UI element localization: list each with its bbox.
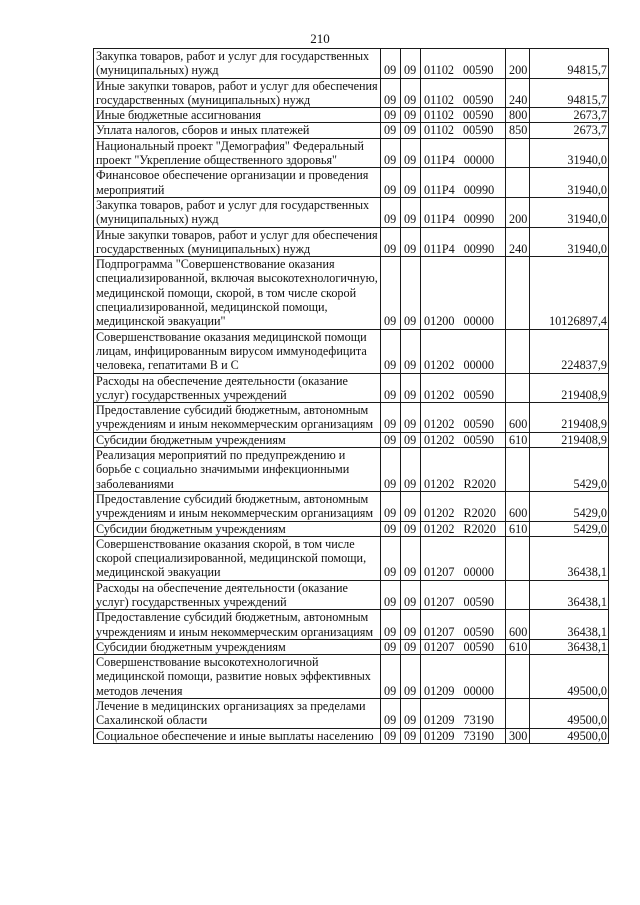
section-code-cell: 09 <box>381 610 401 640</box>
expense-type-cell <box>506 168 530 198</box>
target-article-direction: 00590 <box>463 123 494 138</box>
expense-name-cell: Иные бюджетные ассигнования <box>94 108 381 123</box>
amount-cell: 31940,0 <box>530 138 609 168</box>
expense-name-cell: Иные закупки товаров, работ и услуг для обеспечения государственных (муниципальных) нужд <box>94 227 381 257</box>
target-article-program: 01202 <box>424 358 455 373</box>
section-code-cell: 09 <box>381 536 401 580</box>
subsection-code-cell: 09 <box>401 108 421 123</box>
target-article-direction: 73190 <box>463 713 494 728</box>
target-article-direction: 00000 <box>463 314 494 329</box>
target-article-cell <box>421 227 506 257</box>
subsection-code-cell: 09 <box>401 639 421 654</box>
amount-cell: 219408,9 <box>530 403 609 433</box>
subsection-code-cell: 09 <box>401 432 421 447</box>
target-article-direction: 00000 <box>463 683 494 698</box>
target-article-direction: R2020 <box>463 506 496 521</box>
target-article-program: 01202 <box>424 476 455 491</box>
expense-type-cell: 600 <box>506 610 530 640</box>
table-row <box>94 123 609 138</box>
expense-type-cell: 610 <box>506 432 530 447</box>
subsection-code-cell: 09 <box>401 699 421 729</box>
target-article-cell <box>421 197 506 227</box>
target-article-cell <box>421 123 506 138</box>
amount-cell: 5429,0 <box>530 521 609 536</box>
target-article-direction: 00590 <box>463 63 494 78</box>
table-row <box>94 168 609 198</box>
subsection-code-cell: 09 <box>401 138 421 168</box>
table-row <box>94 655 609 699</box>
target-article-direction: R2020 <box>463 476 496 491</box>
target-article-cell <box>421 432 506 447</box>
section-code-cell: 09 <box>381 257 401 329</box>
table-row <box>94 448 609 492</box>
target-article-program: 01209 <box>424 728 455 743</box>
expense-name-cell: Расходы на обеспечение деятельности (оказание услуг) государственных учреждений <box>94 373 381 403</box>
target-article-program: 01207 <box>424 594 455 609</box>
section-code-cell: 09 <box>381 373 401 403</box>
subsection-code-cell: 09 <box>401 329 421 373</box>
expense-name-cell: Субсидии бюджетным учреждениям <box>94 432 381 447</box>
subsection-code-cell: 09 <box>401 521 421 536</box>
target-article-program: 01102 <box>424 123 455 138</box>
target-article-direction: 00590 <box>463 432 494 447</box>
subsection-code-cell: 09 <box>401 373 421 403</box>
target-article-program: 01202 <box>424 521 455 536</box>
target-article-program: 01207 <box>424 639 455 654</box>
amount-cell: 49500,0 <box>530 699 609 729</box>
table-row <box>94 432 609 447</box>
target-article-program: 011P4 <box>424 153 455 168</box>
subsection-code-cell: 09 <box>401 227 421 257</box>
expense-type-cell <box>506 655 530 699</box>
target-article-cell <box>421 639 506 654</box>
expense-name-cell: Закупка товаров, работ и услуг для государственных (муниципальных) нужд <box>94 49 381 79</box>
amount-cell: 219408,9 <box>530 373 609 403</box>
subsection-code-cell: 09 <box>401 536 421 580</box>
amount-cell: 36438,1 <box>530 610 609 640</box>
expense-type-cell <box>506 138 530 168</box>
target-article-program: 01207 <box>424 624 455 639</box>
subsection-code-cell: 09 <box>401 580 421 610</box>
expense-name-cell: Предоставление субсидий бюджетным, автономным учреждениям и иным некоммерческим организациям <box>94 610 381 640</box>
target-article-direction: 00990 <box>463 241 495 256</box>
expense-name-cell: Расходы на обеспечение деятельности (оказание услуг) государственных учреждений <box>94 580 381 610</box>
expense-type-cell: 610 <box>506 639 530 654</box>
amount-cell: 49500,0 <box>530 655 609 699</box>
subsection-code-cell: 09 <box>401 257 421 329</box>
target-article-direction: 00000 <box>463 358 494 373</box>
table-row <box>94 536 609 580</box>
section-code-cell: 09 <box>381 699 401 729</box>
table-row <box>94 108 609 123</box>
target-article-cell <box>421 257 506 329</box>
target-article-program: 01202 <box>424 506 455 521</box>
target-article-program: 011P4 <box>424 241 455 256</box>
table-row <box>94 403 609 433</box>
expense-type-cell: 200 <box>506 197 530 227</box>
section-code-cell: 09 <box>381 49 401 79</box>
section-code-cell: 09 <box>381 521 401 536</box>
expense-type-cell <box>506 448 530 492</box>
expense-name-cell: Национальный проект "Демография" Федеральный проект "Укрепление общественного здоровья" <box>94 138 381 168</box>
expense-type-cell <box>506 580 530 610</box>
section-code-cell: 09 <box>381 123 401 138</box>
section-code-cell: 09 <box>381 432 401 447</box>
table-row <box>94 639 609 654</box>
section-code-cell: 09 <box>381 227 401 257</box>
expense-name-cell: Субсидии бюджетным учреждениям <box>94 521 381 536</box>
table-row <box>94 610 609 640</box>
section-code-cell: 09 <box>381 639 401 654</box>
section-code-cell: 09 <box>381 329 401 373</box>
target-article-cell <box>421 373 506 403</box>
target-article-cell <box>421 536 506 580</box>
expense-name-cell: Лечение в медицинских организациях за пределами Сахалинской области <box>94 699 381 729</box>
budget-table <box>93 48 609 744</box>
target-article-cell <box>421 610 506 640</box>
target-article-direction: 00000 <box>463 565 494 580</box>
target-article-cell <box>421 728 506 743</box>
target-article-cell <box>421 580 506 610</box>
subsection-code-cell: 09 <box>401 78 421 108</box>
expense-type-cell: 200 <box>506 49 530 79</box>
target-article-cell <box>421 491 506 521</box>
expense-name-cell: Иные закупки товаров, работ и услуг для обеспечения государственных (муниципальных) нужд <box>94 78 381 108</box>
subsection-code-cell: 09 <box>401 448 421 492</box>
target-article-cell <box>421 403 506 433</box>
subsection-code-cell: 09 <box>401 610 421 640</box>
expense-type-cell: 610 <box>506 521 530 536</box>
subsection-code-cell: 09 <box>401 123 421 138</box>
target-article-cell <box>421 78 506 108</box>
target-article-program: 01202 <box>424 432 455 447</box>
section-code-cell: 09 <box>381 168 401 198</box>
target-article-cell <box>421 329 506 373</box>
table-row <box>94 699 609 729</box>
expense-type-cell: 300 <box>506 728 530 743</box>
target-article-cell <box>421 448 506 492</box>
target-article-direction: R2020 <box>463 521 496 536</box>
expense-type-cell <box>506 257 530 329</box>
target-article-program: 01102 <box>424 92 455 107</box>
table-row <box>94 373 609 403</box>
target-article-cell <box>421 49 506 79</box>
target-article-direction: 00590 <box>463 92 494 107</box>
target-article-direction: 00990 <box>463 182 495 197</box>
expense-name-cell: Субсидии бюджетным учреждениям <box>94 639 381 654</box>
subsection-code-cell: 09 <box>401 491 421 521</box>
amount-cell: 31940,0 <box>530 197 609 227</box>
subsection-code-cell: 09 <box>401 403 421 433</box>
table-row <box>94 197 609 227</box>
table-row <box>94 728 609 743</box>
amount-cell: 36438,1 <box>530 536 609 580</box>
target-article-program: 01202 <box>424 387 455 402</box>
table-row <box>94 329 609 373</box>
expense-type-cell: 850 <box>506 123 530 138</box>
target-article-program: 01202 <box>424 417 455 432</box>
expense-name-cell: Уплата налогов, сборов и иных платежей <box>94 123 381 138</box>
table-row <box>94 138 609 168</box>
subsection-code-cell: 09 <box>401 728 421 743</box>
target-article-cell <box>421 138 506 168</box>
expense-name-cell: Подпрограмма "Совершенствование оказания специализированной, включая высокотехнологичную, медицинской помощи, скорой, в том числе скорой специализированной, медицинской помощи, медицинской эвакуации" <box>94 257 381 329</box>
amount-cell: 5429,0 <box>530 491 609 521</box>
target-article-program: 01102 <box>424 63 455 78</box>
section-code-cell: 09 <box>381 78 401 108</box>
expense-name-cell: Совершенствование высокотехнологичной медицинской помощи, развитие новых эффективных методов лечения <box>94 655 381 699</box>
expense-name-cell: Совершенствование оказания скорой, в том числе скорой специализированной, медицинской помощи, медицинской эвакуации <box>94 536 381 580</box>
section-code-cell: 09 <box>381 580 401 610</box>
table-row <box>94 521 609 536</box>
amount-cell: 49500,0 <box>530 728 609 743</box>
target-article-direction: 00590 <box>463 624 494 639</box>
expense-type-cell: 600 <box>506 491 530 521</box>
expense-name-cell: Социальное обеспечение и иные выплаты населению <box>94 728 381 743</box>
amount-cell: 94815,7 <box>530 49 609 79</box>
amount-cell: 224837,9 <box>530 329 609 373</box>
page-number: 210 <box>310 31 330 46</box>
table-row <box>94 227 609 257</box>
amount-cell: 94815,7 <box>530 78 609 108</box>
expense-name-cell: Предоставление субсидий бюджетным, автономным учреждениям и иным некоммерческим организациям <box>94 491 381 521</box>
section-code-cell: 09 <box>381 108 401 123</box>
subsection-code-cell: 09 <box>401 197 421 227</box>
expense-type-cell: 600 <box>506 403 530 433</box>
subsection-code-cell: 09 <box>401 49 421 79</box>
target-article-direction: 00000 <box>463 153 495 168</box>
subsection-code-cell: 09 <box>401 655 421 699</box>
expense-name-cell: Реализация мероприятий по предупреждению и борьбе с социально значимыми инфекционными заболеваниями <box>94 448 381 492</box>
expense-name-cell: Предоставление субсидий бюджетным, автономным учреждениям и иным некоммерческим организациям <box>94 403 381 433</box>
amount-cell: 219408,9 <box>530 432 609 447</box>
section-code-cell: 09 <box>381 403 401 433</box>
amount-cell: 31940,0 <box>530 227 609 257</box>
target-article-program: 011P4 <box>424 182 455 197</box>
expense-name-cell: Финансовое обеспечение организации и проведения мероприятий <box>94 168 381 198</box>
table-row <box>94 491 609 521</box>
table-body <box>94 49 609 744</box>
expense-type-cell <box>506 699 530 729</box>
amount-cell: 2673,7 <box>530 123 609 138</box>
expense-type-cell <box>506 373 530 403</box>
expense-name-cell: Закупка товаров, работ и услуг для государственных (муниципальных) нужд <box>94 197 381 227</box>
target-article-direction: 00590 <box>463 594 494 609</box>
target-article-direction: 00990 <box>463 212 495 227</box>
expense-name-cell: Совершенствование оказания медицинской помощи лицам, инфицированным вирусом иммунодефицита человека, гепатитами B и C <box>94 329 381 373</box>
table-row <box>94 49 609 79</box>
table-row <box>94 580 609 610</box>
expense-type-cell: 240 <box>506 78 530 108</box>
subsection-code-cell: 09 <box>401 168 421 198</box>
target-article-direction: 73190 <box>463 728 494 743</box>
section-code-cell: 09 <box>381 197 401 227</box>
expense-type-cell <box>506 536 530 580</box>
target-article-program: 011P4 <box>424 212 455 227</box>
target-article-direction: 00590 <box>463 108 494 123</box>
expense-type-cell: 240 <box>506 227 530 257</box>
target-article-program: 01102 <box>424 108 455 123</box>
target-article-cell <box>421 699 506 729</box>
target-article-direction: 00590 <box>463 387 494 402</box>
target-article-cell <box>421 655 506 699</box>
table-row <box>94 78 609 108</box>
target-article-program: 01209 <box>424 683 455 698</box>
section-code-cell: 09 <box>381 138 401 168</box>
target-article-program: 01209 <box>424 713 455 728</box>
target-article-cell <box>421 521 506 536</box>
expense-type-cell: 800 <box>506 108 530 123</box>
target-article-cell <box>421 168 506 198</box>
expense-type-cell <box>506 329 530 373</box>
target-article-direction: 00590 <box>463 639 494 654</box>
section-code-cell: 09 <box>381 728 401 743</box>
amount-cell: 5429,0 <box>530 448 609 492</box>
target-article-program: 01207 <box>424 565 455 580</box>
amount-cell: 31940,0 <box>530 168 609 198</box>
section-code-cell: 09 <box>381 448 401 492</box>
target-article-program: 01200 <box>424 314 455 329</box>
target-article-cell <box>421 108 506 123</box>
target-article-direction: 00590 <box>463 417 494 432</box>
amount-cell: 36438,1 <box>530 580 609 610</box>
amount-cell: 10126897,4 <box>530 257 609 329</box>
table-row <box>94 257 609 329</box>
amount-cell: 2673,7 <box>530 108 609 123</box>
section-code-cell: 09 <box>381 491 401 521</box>
amount-cell: 36438,1 <box>530 639 609 654</box>
section-code-cell: 09 <box>381 655 401 699</box>
